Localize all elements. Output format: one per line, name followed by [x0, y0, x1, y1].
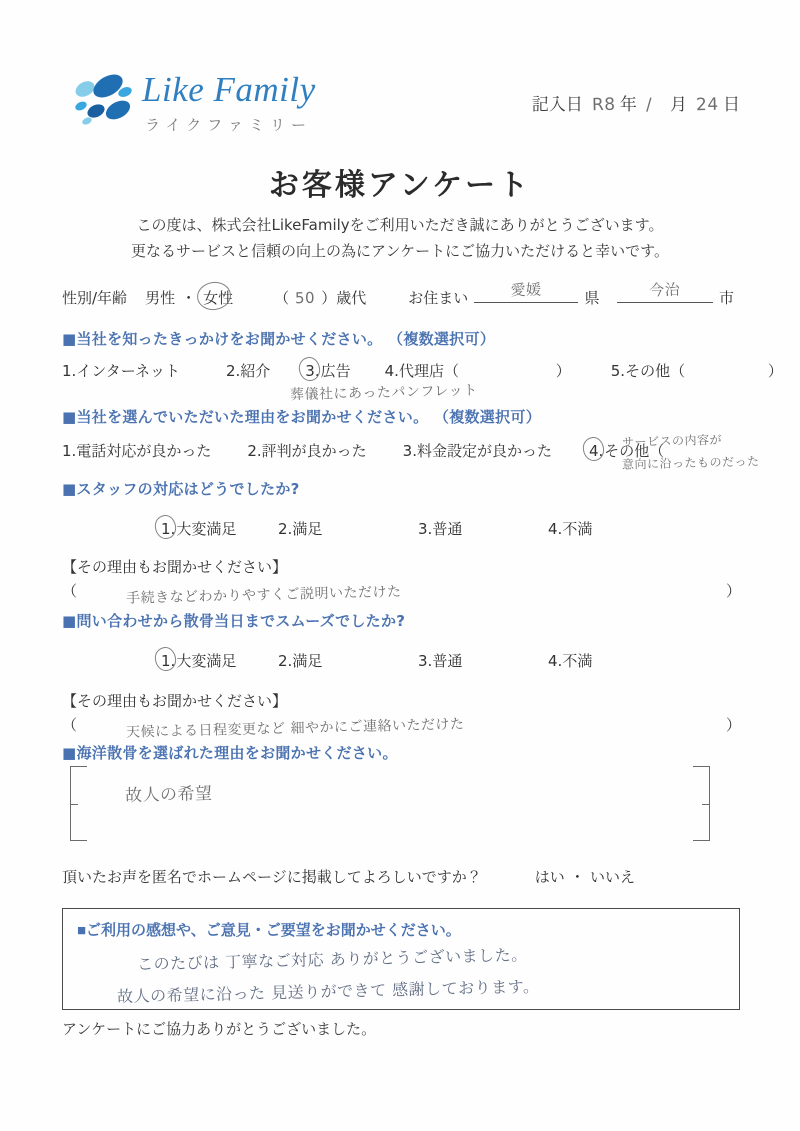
q4-options	[160, 650, 740, 671]
q2-heading-text: ■当社を選んでいただいた理由をお聞かせください。	[62, 408, 429, 426]
entry-date-slash: /	[646, 94, 653, 116]
q3-reason-label: 【その理由もお聞かせください】	[62, 558, 288, 576]
q3-option-3[interactable]	[418, 518, 548, 539]
q5-heading: ■海洋散骨を選ばれた理由をお聞かせください。	[62, 744, 398, 762]
q1-option-3[interactable]	[304, 360, 350, 381]
q3-open-paren: （	[62, 582, 78, 600]
q1-option-2[interactable]	[226, 360, 270, 381]
q1-option-5-num: 5.	[610, 362, 626, 380]
page-title: お客様アンケート	[268, 168, 532, 203]
q1-option-2-num: 2.	[225, 362, 241, 380]
q1-option-4-num: 4.	[384, 362, 399, 380]
personal-info-row	[62, 282, 740, 308]
entry-date-day-unit: 日	[723, 95, 740, 115]
q5-answer: 故人の希望	[124, 783, 213, 807]
q1-option-1-label: インターネット	[76, 362, 180, 380]
q1-options	[62, 360, 783, 381]
q3-option-2-label: 満足	[292, 520, 323, 538]
q4-heading: ■問い合わせから散骨当日までスムーズでしたか?	[62, 612, 406, 630]
q3-option-3-num: 3.	[418, 520, 433, 538]
q2-option-4-num: 4.	[588, 442, 604, 460]
q2-multi-note: （複数選択可）	[433, 408, 542, 426]
entry-date-day-value: 24	[696, 94, 720, 116]
q1-option-5[interactable]	[611, 360, 783, 381]
city-input[interactable]	[617, 282, 713, 303]
q1-option-1[interactable]	[62, 360, 180, 381]
bracket-right	[693, 766, 710, 841]
q1-option-3-num: 3.	[305, 362, 320, 380]
prefecture-input[interactable]	[474, 282, 578, 303]
q5-answer-box[interactable]	[70, 766, 710, 841]
q1-heading	[62, 328, 740, 349]
q1-option-5-close: ）	[767, 362, 783, 380]
q3-option-4-label: 不満	[562, 520, 593, 538]
q4-open-paren: （	[62, 716, 78, 734]
q4-option-1-label: 大変満足	[176, 652, 237, 670]
footer-thanks: アンケートにご協力ありがとうございました。	[62, 1020, 377, 1038]
comment-box[interactable]	[62, 908, 740, 1010]
publish-question: 頂いたお声を匿名でホームページに掲載してよろしいですか？	[62, 868, 482, 886]
gender-male-option[interactable]: 男性	[145, 289, 176, 307]
q3-option-2-num: 2.	[278, 520, 293, 538]
logo-subtitle: ライクファミリー	[145, 116, 312, 134]
q3-option-1-num: 1.	[161, 520, 176, 538]
q3-option-1[interactable]	[160, 518, 278, 539]
q1-handwritten-note-row	[290, 382, 740, 402]
q4-reason-field[interactable]	[62, 714, 742, 741]
gender-separator: ・	[181, 289, 197, 307]
address-label: お住まい	[408, 289, 469, 307]
publish-permission-row	[62, 866, 740, 887]
q1-option-2-label: 紹介	[240, 362, 271, 380]
publish-no-option[interactable]: いいえ	[590, 868, 636, 886]
q4-option-2[interactable]	[278, 650, 418, 671]
q2-option-3-num: 3.	[402, 442, 417, 460]
entry-date-year-unit: 年	[619, 95, 637, 115]
q2-option-2[interactable]	[247, 440, 366, 461]
q3-option-4-num: 4.	[548, 520, 563, 538]
brand-logo	[72, 68, 316, 135]
q3-options	[160, 518, 740, 539]
q4-option-3[interactable]	[418, 650, 548, 671]
q1-multi-note: （複数選択可）	[388, 330, 496, 348]
q2-option-2-label: 評判が良かった	[261, 442, 367, 460]
entry-date-month-unit: 月	[669, 95, 687, 115]
entry-date-field[interactable]	[532, 90, 740, 115]
q3-reason-field[interactable]	[62, 580, 742, 607]
q2-option-1[interactable]	[62, 440, 211, 461]
age-close-paren: ）歳代	[321, 289, 367, 307]
leaf-cluster-icon	[72, 68, 134, 128]
q1-option-4-close: ）	[555, 362, 571, 380]
q3-reason-answer: 手続きなどわかりやすくご説明いただけた	[125, 583, 402, 607]
q4-reason-answer: 天候による日程変更など 細やかにご連絡いただけた	[125, 715, 465, 741]
page-header	[0, 62, 800, 142]
q1-option-5-label: その他（	[625, 362, 686, 380]
q2-option-3-label: 料金設定が良かった	[416, 442, 552, 460]
q3-option-4[interactable]	[548, 518, 592, 539]
q4-option-2-num: 2.	[278, 652, 293, 670]
q2-heading	[62, 406, 740, 427]
q2-option-1-label: 電話対応が良かった	[76, 442, 212, 460]
q3-option-2[interactable]	[278, 518, 418, 539]
publish-separator: ・	[569, 868, 585, 886]
q4-option-2-label: 満足	[292, 652, 323, 670]
intro-text	[0, 212, 800, 265]
q4-option-4[interactable]	[548, 650, 592, 671]
intro-line-2: 更なるサービスと信頼の向上の為にアンケートにご協力いただけると幸いです。	[131, 242, 669, 261]
q4-option-3-label: 普通	[432, 652, 463, 670]
q3-option-1-label: 大変満足	[176, 520, 237, 538]
logo-wordmark: Like Family	[142, 70, 316, 109]
q3-heading: ■スタッフの対応はどうでしたか?	[62, 480, 300, 498]
q1-option-3-label: 広告	[320, 362, 351, 380]
q4-option-1[interactable]	[160, 650, 278, 671]
comment-heading: ■ご利用の感想や、ご意見・ご要望をお聞かせください。	[77, 922, 461, 939]
q2-option-1-num: 1.	[62, 442, 77, 460]
intro-line-1: この度は、株式会社LikeFamilyをご利用いただき誠にありがとうございます。	[136, 216, 664, 234]
q1-option-4[interactable]	[385, 360, 571, 381]
gender-age-label: 性別/年齢	[62, 289, 128, 307]
age-value: 50	[294, 288, 316, 308]
q1-heading-text: ■当社を知ったきっかけをお聞かせください。	[62, 330, 383, 348]
q2-handwritten-line-1: サービスの内容が	[621, 432, 723, 450]
age-open-paren: （	[274, 289, 290, 307]
comment-line-1: このたびは 丁寧なご対応 ありがとうございました。	[136, 945, 528, 974]
q2-handwritten-line-2: 意向に沿ったものだった	[621, 453, 760, 472]
city-unit: 市	[718, 289, 734, 307]
q4-reason-label: 【その理由もお聞かせください】	[62, 692, 288, 710]
prefecture-unit: 県	[584, 289, 600, 307]
q1-option-1-num: 1.	[62, 362, 77, 380]
entry-date-label: 記入日	[531, 95, 583, 115]
q4-option-4-num: 4.	[548, 652, 563, 670]
q4-option-1-num: 1.	[161, 652, 176, 670]
q4-option-4-label: 不満	[562, 652, 593, 670]
prefecture-value: 愛媛	[510, 280, 543, 300]
bracket-left	[70, 766, 87, 841]
q1-handwritten-note: 葬儀社にあったパンフレット	[289, 382, 478, 404]
comment-line-2: 故人の希望に沿った 見送りができて 感謝しております。	[116, 976, 540, 1007]
city-value: 今治	[649, 280, 681, 300]
q2-handwritten-note	[622, 430, 800, 473]
q3-close-paren: ）	[726, 582, 742, 600]
q4-option-3-num: 3.	[418, 652, 433, 670]
publish-yes-option[interactable]: はい	[534, 868, 565, 886]
q2-option-2-num: 2.	[247, 442, 262, 460]
q4-close-paren: ）	[726, 716, 742, 734]
q2-option-3[interactable]	[403, 440, 552, 461]
q2-option-4-label: その他（	[604, 442, 665, 460]
q3-option-3-label: 普通	[432, 520, 463, 538]
entry-date-year-value: R8	[592, 94, 617, 116]
gender-female-option[interactable]: 女性	[203, 289, 234, 307]
q1-option-4-label: 代理店（	[398, 362, 459, 380]
